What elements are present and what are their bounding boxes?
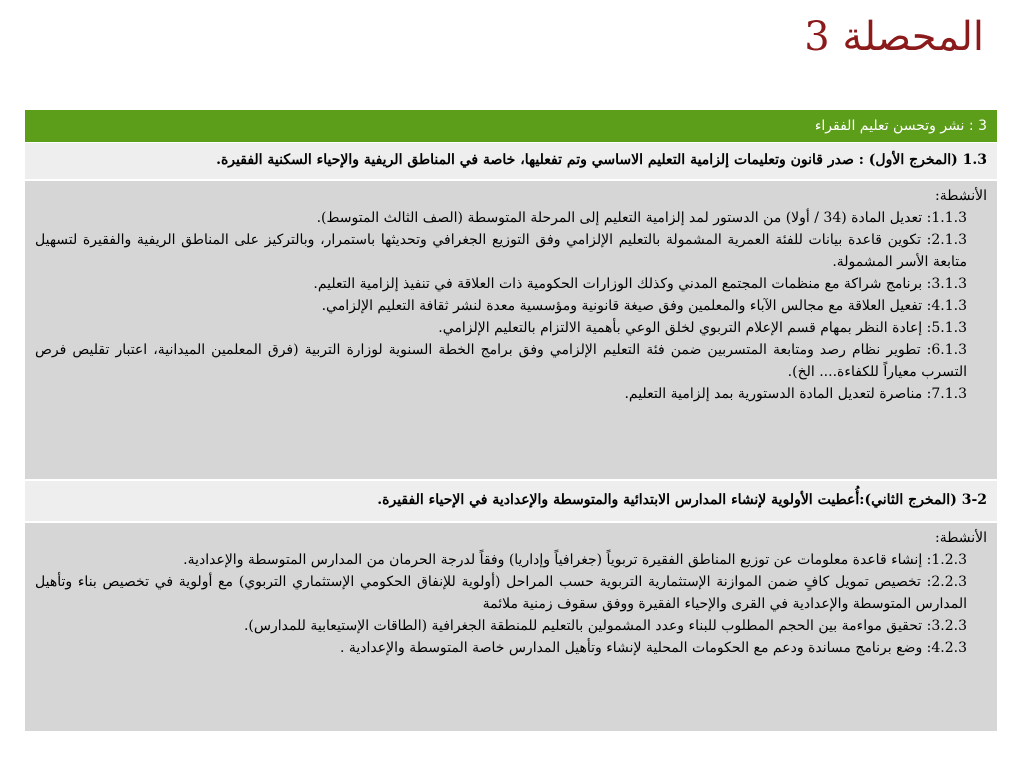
list-item: 3.1.3: برنامج شراكة مع منظمات المجتمع المدني وكذلك الوزارات الحكومية ذات العلاقة في تنفيذ إلزامية التعليم.	[313, 276, 967, 292]
output1-heading: 1.3 (المخرج الأول) : صدر قانون وتعليمات إلزامية التعليم الاساسي وتم تفعليها، خاصة في المناطق الريفية والإحياء السكنية الفقيرة.	[25, 143, 997, 179]
list-item: 4.2.3: وضع برنامج مساندة ودعم مع الحكومات المحلية لإنشاء وتأهيل المدارس خاصة المتوسطة والإعدادية .	[339, 640, 967, 656]
list-item: 1.2.3: إنشاء قاعدة معلومات عن توزيع المناطق الفقيرة تربوياً (جغرافياً وإداريا) وفقاً لدرجة الحرمان من المدارس المتوسطة والإعدادية.	[183, 552, 967, 568]
output2-activities	[25, 521, 997, 731]
list-item: 7.1.3: مناصرة لتعديل المادة الدستورية بمد إلزامية التعليم.	[624, 386, 967, 402]
list-item: 5.1.3: إعادة النظر بمهام قسم الإعلام التربوي لخلق الوعي بأهمية الالتزام بالتعليم الإلزامي.	[438, 320, 967, 336]
slide-title: المحصلة 3	[804, 14, 984, 60]
list-item: 3.2.3: تحقيق مواءمة بين الحجم المطلوب للبناء وعدد المشمولين بالتعليم للمنطقة الجغرافية (الطاقات الإستيعابية للمدارس).	[243, 618, 967, 634]
list-item: 2.1.3: تكوين قاعدة بيانات للفئة العمرية المشمولة بالتعليم الإلزامي وفق التوزيع الجغرافي وتحديثها باستمرار، وبالتركيز على المناطق الريفية والفقيرة لتسهيل متابعة الأسر المشمولة.	[35, 232, 967, 270]
list-item: 4.1.3: تفعيل العلاقة مع مجالس الآباء والمعلمين وفق صيغة قانونية ومؤسسية معدة لنشر ثقافة التعليم الإلزامي.	[321, 298, 967, 314]
list-item: 2.2.3: تخصيص تمويل كافٍ ضمن الموازنة الإستثمارية التربوية حسب المراحل (أولوية للإنفاق الحكومي الإستثماري التربوي) مع أولوية في تخصيص بناء وتأهيل المدارس المتوسطة والإعدادية في القرى والإحياء الفقيرة ووفق سقوف زمنية ملائمة	[35, 574, 967, 612]
outcome-table	[25, 110, 997, 731]
list-item: 1.1.3: تعديل المادة (34 / أولا) من الدستور لمد إلزامية التعليم إلى المرحلة المتوسطة (الصف الثالث المتوسط).	[316, 210, 967, 226]
table-header: 3 : نشر وتحسن تعليم الفقراء	[25, 110, 997, 143]
activities-label: الأنشطة:	[935, 530, 987, 546]
list-item: 6.1.3: تطوير نظام رصد ومتابعة المتسربين ضمن فئة التعليم الإلزامي وفق برامج الخطة السنوية لوزارة التربية (فرق المعلمين الميدانية، اعتبار تقليص فرص التسرب معياراً للكفاءة.... الخ).	[35, 342, 967, 380]
activities-label: الأنشطة:	[935, 188, 987, 204]
output2-heading: 3-2 (المخرج الثاني):أُعطيت الأولوية لإنشاء المدارس الابتدائية والمتوسطة والإعدادية في الإحياء الفقيرة.	[25, 479, 997, 521]
output1-activities	[25, 179, 997, 479]
